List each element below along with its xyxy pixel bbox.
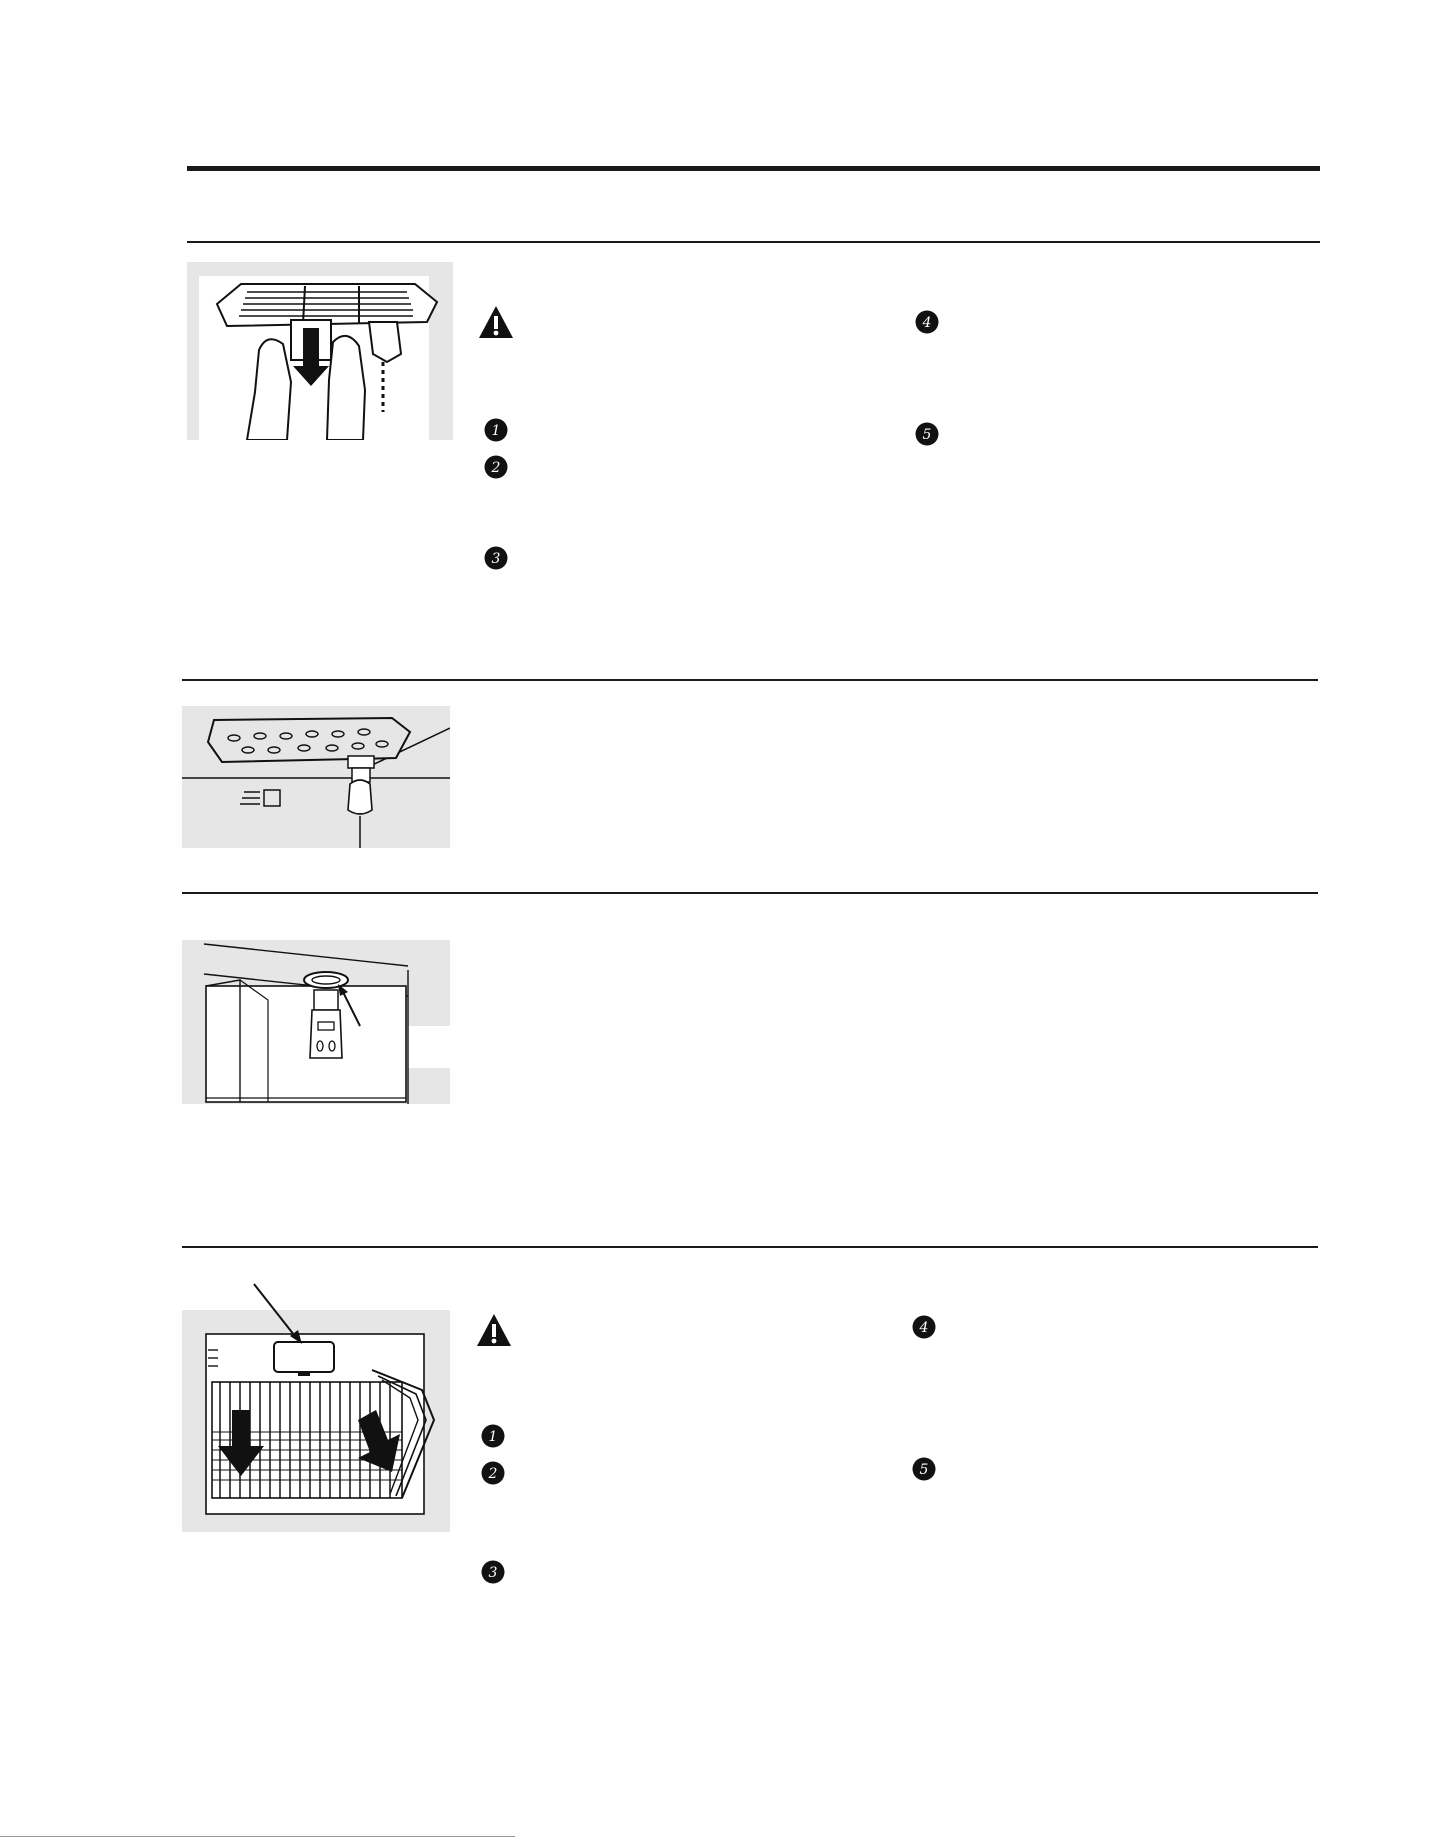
section-divider-3: [182, 892, 1318, 894]
section-divider-4: [182, 1246, 1318, 1248]
grille-removal-figure: [187, 262, 453, 440]
pointer-arrow-icon: [250, 1282, 310, 1346]
drawer-basket-figure: [182, 1310, 450, 1532]
svg-text:4: 4: [919, 1320, 929, 1336]
header-top-rule: [187, 166, 1320, 171]
step-2-icon: [484, 455, 508, 479]
lamp-location-figure: [182, 940, 450, 1104]
light-panel-figure: [182, 706, 450, 848]
step-3-icon: [484, 546, 508, 570]
step-3-icon: [481, 1560, 505, 1584]
section-divider-2: [182, 679, 1318, 681]
svg-text:1: 1: [491, 423, 501, 439]
svg-text:1: 1: [488, 1429, 498, 1445]
svg-text:5: 5: [919, 1462, 929, 1478]
svg-text:2: 2: [488, 1466, 498, 1482]
svg-text:2: 2: [491, 460, 501, 476]
step-2-icon: [481, 1461, 505, 1485]
warning-icon: [475, 1312, 513, 1348]
svg-text:5: 5: [922, 427, 932, 443]
step-4-icon: [915, 310, 939, 334]
svg-text:4: 4: [922, 315, 932, 331]
step-1-icon: [481, 1424, 505, 1448]
svg-text:3: 3: [491, 551, 501, 567]
step-4-icon: [912, 1315, 936, 1339]
warning-icon: [477, 304, 515, 340]
step-5-icon: [915, 422, 939, 446]
header-bottom-rule: [187, 241, 1320, 243]
svg-text:3: 3: [488, 1565, 498, 1581]
step-5-icon: [912, 1457, 936, 1481]
step-1-icon: [484, 418, 508, 442]
footer-rule: [0, 1836, 515, 1837]
